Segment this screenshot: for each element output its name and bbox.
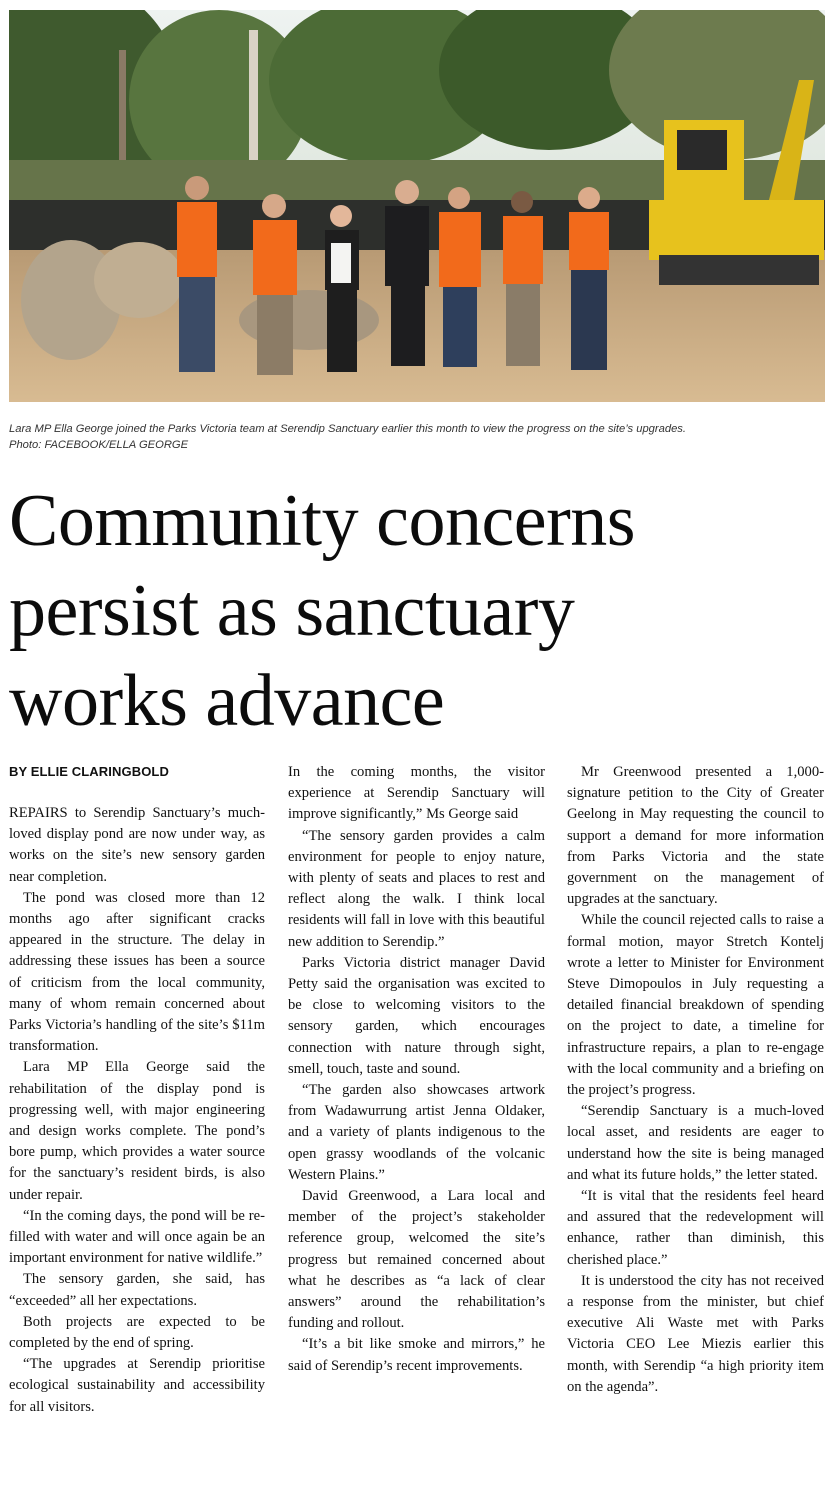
headline	[9, 476, 829, 746]
paragraph: REPAIRS to Serendip Sanctuary’s much-loved display pond are now under way, as works on the site’s new sensory garden near completion.	[9, 805, 265, 885]
article-photo	[9, 10, 825, 402]
paragraph: In the coming months, the visitor experience at Serendip Sanctuary will improve significantly,” Ms George said	[288, 764, 545, 823]
paragraph: “The upgrades at Serendip prioritise ecological sustainability and accessibility for all visitors.	[9, 1356, 265, 1415]
headline-line-1: Community concerns	[9, 480, 636, 562]
paragraph: Lara MP Ella George said the rehabilitation of the display pond is progressing well, with major engineering and design works complete. The pond’s bore pump, which provides a water source for the sanctuary’s resident birds, is also under repair.	[9, 1059, 265, 1203]
paragraph: While the council rejected calls to raise a formal motion, mayor Stretch Kontelj wrote a letter to Minister for Environment Steve Dimopoulos in July requesting a detailed financial breakdown of spending on the project to date, a timeline for infrastructure repairs, a plan to re-engage with the local community and a briefing on the project’s progress.	[567, 912, 824, 1099]
paragraph: The pond was closed more than 12 months ago after significant cracks appeared in the structure. The delay in addressing these issues has been a source of criticism from the local community, many of whom remain concerned about Parks Victoria’s handling of the site’s $11m transformation.	[9, 889, 265, 1055]
headline-line-2: persist as sanctuary	[9, 570, 575, 652]
paragraph: “It is vital that the residents feel heard and assured that the redevelopment will enhance, rather than diminish, this cherished place.”	[567, 1188, 824, 1268]
paragraph: “The sensory garden provides a calm environment for people to enjoy nature, with plenty of seats and places to rest and reflect along the walk. I think local residents will fall in love with this beautiful new addition to Serendip.”	[288, 827, 545, 950]
paragraph: Mr Greenwood presented a 1,000-signature petition to the City of Greater Geelong in May requesting the council to support a demand for more information from Parks Victoria and the state government on the management of upgrades at the sanctuary.	[567, 764, 824, 908]
paragraph: “In the coming days, the pond will be re-filled with water and will once again be an important environment for native wildlife.”	[9, 1207, 265, 1267]
paragraph: The sensory garden, she said, has “exceeded” all her expectations.	[9, 1271, 265, 1309]
photo-caption	[9, 421, 825, 453]
photo-credit: Photo: FACEBOOK/ELLA GEORGE	[9, 439, 189, 451]
article-column-1	[9, 803, 265, 1418]
article-column-3	[567, 762, 824, 1398]
paragraph: David Greenwood, a Lara local and member of the project’s stakeholder reference group, welcomed the site’s progress but remained concerned about what he describes as “a lack of clear answers” around the rehabilitation’s funding and rollout.	[288, 1188, 545, 1332]
article-column-2	[288, 762, 545, 1377]
paragraph: Both projects are expected to be completed by the end of spring.	[9, 1313, 265, 1352]
headline-line-3: works advance	[9, 660, 445, 742]
paragraph: “Serendip Sanctuary is a much-loved local asset, and residents are eager to understand how the site is being managed and what its future holds,” the letter stated.	[567, 1103, 824, 1183]
byline: BY ELLIE CLARINGBOLD	[9, 764, 169, 779]
caption-text: Lara MP Ella George joined the Parks Victoria team at Serendip Sanctuary earlier this month to view the progress on the site’s upgrades.	[9, 423, 686, 435]
paragraph: Parks Victoria district manager David Petty said the organisation was excited to be close to welcoming visitors to the sensory garden, which encourages connection with nature through sight, smell, touch, taste and sound.	[288, 954, 545, 1077]
paragraph: “The garden also showcases artwork from Wadawurrung artist Jenna Oldaker, and a variety of plants indigenous to the open grassy woodlands of the volcanic Western Plains.”	[288, 1082, 545, 1183]
paragraph: It is understood the city has not received a response from the minister, but chief executive Ali Waste met with Parks Victoria CEO Lee Miezis earlier this month, with Serendip “a high priority item on the agenda”.	[567, 1272, 824, 1395]
paragraph: “It’s a bit like smoke and mirrors,” he said of Serendip’s recent improvements.	[288, 1336, 545, 1374]
photo-group-at-worksite-icon	[9, 10, 825, 402]
